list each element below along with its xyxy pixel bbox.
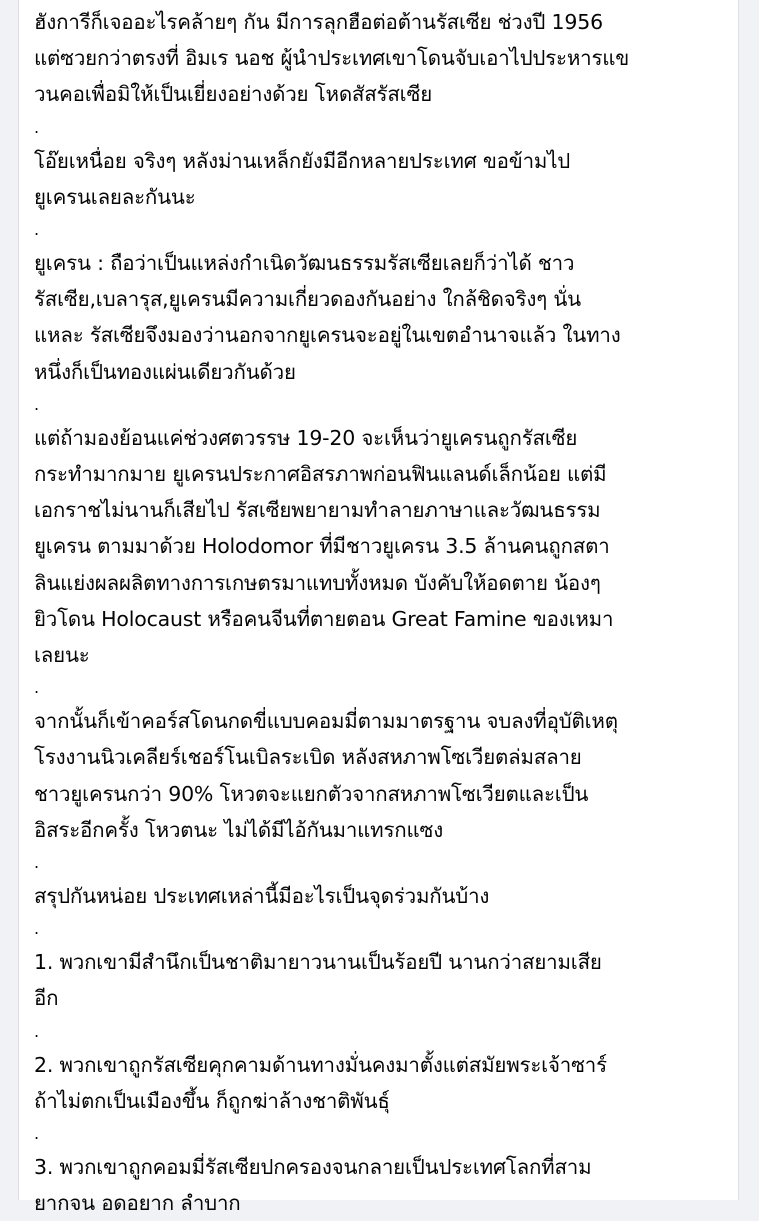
post-body xyxy=(19,0,738,1221)
paragraph-ukraine-intro: ยูเครน : ถือว่าเป็นแหล่งกำเนิดวัฒนธรรมรัสเซียเลยก็ว่าได้ ชาว รัสเซีย,เบลารุส,ยูเครนมีความเกี่ยวดองกันอย่าง ใกล้ชิดจริงๆ นั่น แหละ รัสเซียจึงมองว่านอกจากยูเครนจะอยู่ในเขตอำนาจแล้ว ในทาง หนึ่งก็เป็นทองแผ่นเดียวกันด้วย xyxy=(34,251,621,384)
paragraph-hungary: ฮังการีก็เจออะไรคล้ายๆ กัน มีการลุกฮือต่อต้านรัสเซีย ช่วงปี 1956 แต่ซวยกว่าตรงที่ อิมเร นอช ผู้นำประเทศเขาโดนจับเอาไปประหารแข วนคอเพื่อมิให้เป็นเยี่ยงอย่างด้วย โหดสัสรัสเซีย xyxy=(34,10,630,107)
paragraph-ukraine-history: แต่ถ้ามองย้อนแค่ช่วงศตวรรษ 19-20 จะเห็นว่ายูเครนถูกรัสเซีย กระทำมากมาย ยูเครนประกาศอิสรภาพก่อนฟินแลนด์เล็กน้อย แต่มี เอกราชไม่นานก็เสียไป รัสเซียพยายามทำลายภาษาและวัฒนธรรม ยูเครน ตามมาด้วย Holodomor ที่มีชาวยูเครน 3.5 ล้านคนถูกสตา ลินแย่งผลผลิตทางการเกษตรมาแทบทั้งหมด บังคับให้อดตาย น้องๆ ยิวโดน Holocaust หรือคนจีนที่ตายตอน Great Famine ของเหมา เลยนะ xyxy=(34,425,614,668)
separator-dot: . xyxy=(34,220,39,240)
separator-dot: . xyxy=(34,678,39,698)
separator-dot: . xyxy=(34,117,39,137)
separator-dot: . xyxy=(34,853,39,873)
paragraph-ukraine-independence: จากนั้นก็เข้าคอร์สโดนกดขี่แบบคอมมี่ตามมาตรฐาน จบลงที่อุบัติเหตุ โรงงานนิวเคลียร์เชอร์โนเบิลระเบิด หลังสหภาพโซเวียตล่มสลาย ชาวยูเครนกว่า 90% โหวตจะแยกตัวจากสหภาพโซเวียตและเป็น อิสระอีกครั้ง โหวตนะ ไม่ได้มีไอ้กันมาแทรกแซง xyxy=(34,709,618,842)
post-card xyxy=(18,0,739,1216)
list-item-3: 3. พวกเขาถูกคอมมี่รัสเซียปกครองจนกลายเป็นประเทศโลกที่สาม ยากจน อดอยาก ลำบาก xyxy=(34,1155,592,1216)
separator-dot: . xyxy=(34,394,39,414)
separator-dot: . xyxy=(34,1124,39,1144)
list-item-1: 1. พวกเขามีสำนึกเป็นชาติมายาวนานเป็นร้อยปี นานกว่าสยามเสีย อีก xyxy=(34,950,602,1011)
list-item-2: 2. พวกเขาถูกรัสเซียคุกคามด้านทางมั่นคงมาตั้งแต่สมัยพระเจ้าซาร์ ถ้าไม่ตกเป็นเมืองขึ้น ก็ถูกฆ่าล้างชาติพันธุ์ xyxy=(34,1052,607,1113)
separator-dot: . xyxy=(34,1021,39,1041)
separator-dot: . xyxy=(34,919,39,939)
paragraph-summary-heading: สรุปกันหน่อย ประเทศเหล่านี้มีอะไรเป็นจุดร่วมกันบ้าง xyxy=(34,884,490,909)
paragraph-transition: โอ๊ยเหนื่อย จริงๆ หลังม่านเหล็กยังมีอีกหลายประเทศ ขอข้ามไป ยูเครนเลยละกันนะ xyxy=(34,148,571,209)
